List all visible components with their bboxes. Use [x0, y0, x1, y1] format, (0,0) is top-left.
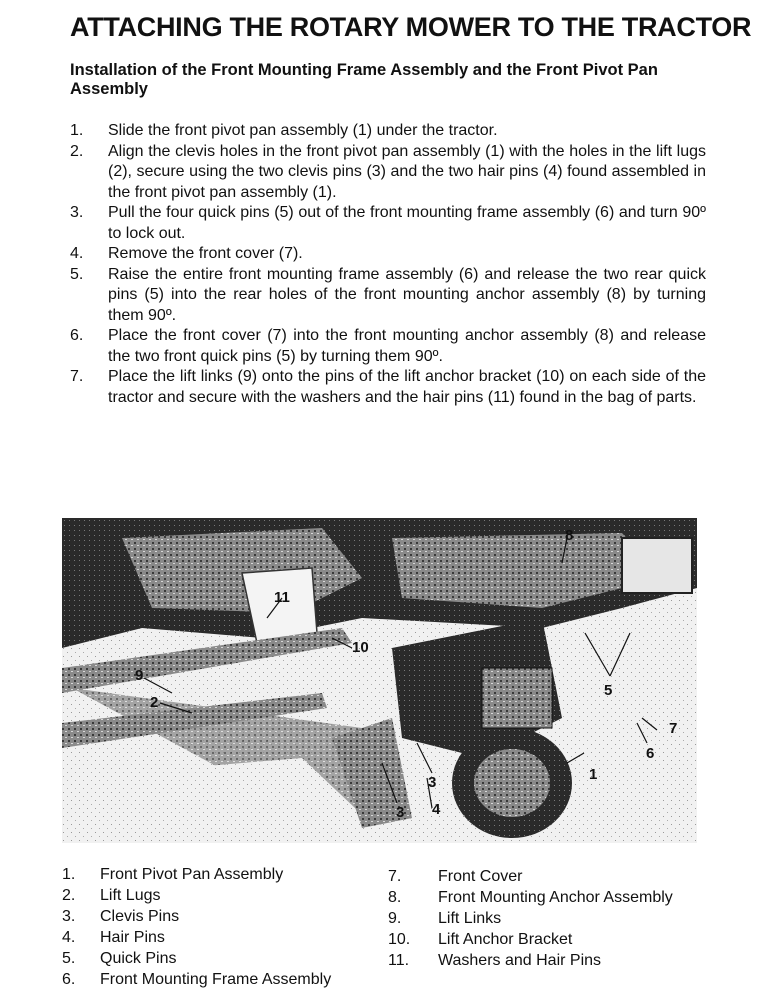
- callout-7: 7: [669, 720, 678, 737]
- step-number: 2.: [70, 142, 84, 160]
- callout-4: 4: [432, 801, 441, 818]
- legend-item: [62, 885, 331, 906]
- legend-item: [62, 906, 331, 927]
- step-text: Slide the front pivot pan assembly (1) under the tractor.: [108, 122, 498, 139]
- legend-item: [62, 948, 331, 969]
- legend-item: [388, 950, 673, 971]
- step-text: Place the front cover (7) into the front mounting anchor assembly (8) and release the two front quick pins (5) by turning them 90º.: [108, 327, 706, 365]
- tractor-assembly-photo: [62, 518, 697, 843]
- legend-item: [388, 887, 673, 908]
- step-text: Place the lift links (9) onto the pins of the lift anchor bracket (10) on each side of the tractor and secure with the washers and the hair pins (11) found in the bag of parts.: [108, 368, 706, 406]
- callout-3a: 3: [428, 774, 437, 791]
- legend-item: [62, 927, 331, 948]
- step-number: 1.: [70, 122, 84, 139]
- step-text: Raise the entire front mounting frame assembly (6) and release the two rear quick pins (5) into the rear holes of the front mounting anchor assembly (8) by turning them 90º.: [108, 265, 706, 324]
- callout-11: 11: [274, 589, 290, 606]
- legend-label: Front Mounting Frame Assembly: [100, 971, 332, 988]
- instruction-steps: [70, 121, 706, 408]
- section-subtitle: Installation of the Front Mounting Frame Assembly and the Front Pivot Pan Assembly: [70, 61, 658, 98]
- legend-label: Front Cover: [438, 868, 523, 885]
- legend-label: Clevis Pins: [100, 908, 180, 925]
- instruction-step: [70, 244, 706, 265]
- legend-label: Lift Links: [438, 910, 502, 927]
- callout-5: 5: [604, 682, 613, 699]
- legend-number: 8.: [388, 889, 402, 906]
- legend-item: [388, 929, 673, 950]
- legend-item: [388, 866, 673, 887]
- instruction-step: [70, 326, 706, 367]
- callout-9: 9: [135, 667, 144, 684]
- step-text: Pull the four quick pins (5) out of the front mounting frame assembly (6) and turn 90º to lock out.: [108, 204, 706, 242]
- legend-number: 1.: [62, 866, 76, 883]
- step-text: Align the clevis holes in the front pivot pan assembly (1) with the holes in the lift lugs (2), secure using the two clevis pins (3) and the two hair pins (4) found assembled in the front pivot pan assembly (1).: [108, 142, 706, 201]
- legend-item: [62, 969, 331, 990]
- step-text: Remove the front cover (7).: [108, 245, 303, 262]
- legend-label: Quick Pins: [100, 950, 177, 967]
- callout-10: 10: [352, 639, 369, 656]
- instruction-step: [70, 203, 706, 244]
- callout-6: 6: [646, 745, 655, 762]
- legend-number: 10.: [388, 931, 411, 948]
- step-number: 7.: [70, 368, 84, 385]
- legend-label: Front Pivot Pan Assembly: [100, 866, 284, 883]
- parts-legend-right: [388, 866, 673, 971]
- legend-number: 5.: [62, 950, 76, 967]
- legend-item: [388, 908, 673, 929]
- callout-2: 2: [150, 694, 159, 711]
- legend-label: Front Mounting Anchor Assembly: [438, 889, 673, 906]
- page-title: ATTACHING THE ROTARY MOWER TO THE TRACTOR: [70, 12, 752, 42]
- legend-number: 2.: [62, 887, 76, 904]
- legend-number: 11.: [388, 952, 410, 969]
- instruction-step: [70, 265, 706, 327]
- step-number: 5.: [70, 265, 84, 283]
- parts-legend-left: [62, 864, 331, 990]
- instruction-step: [70, 121, 706, 142]
- step-number: 6.: [70, 327, 84, 344]
- instruction-step: [70, 142, 706, 204]
- callout-8: 8: [565, 527, 574, 544]
- legend-label: Washers and Hair Pins: [438, 952, 602, 969]
- legend-label: Lift Anchor Bracket: [438, 931, 573, 948]
- legend-number: 7.: [388, 868, 402, 885]
- legend-number: 6.: [62, 971, 76, 988]
- callout-3b: 3: [396, 804, 405, 821]
- callout-1: 1: [589, 766, 598, 783]
- legend-number: 3.: [62, 908, 76, 925]
- legend-label: Hair Pins: [100, 929, 165, 946]
- legend-number: 4.: [62, 929, 76, 946]
- step-number: 4.: [70, 245, 84, 262]
- legend-item: [62, 864, 331, 885]
- instruction-step: [70, 367, 706, 408]
- step-number: 3.: [70, 204, 84, 221]
- legend-label: Lift Lugs: [100, 887, 161, 904]
- legend-number: 9.: [388, 910, 402, 927]
